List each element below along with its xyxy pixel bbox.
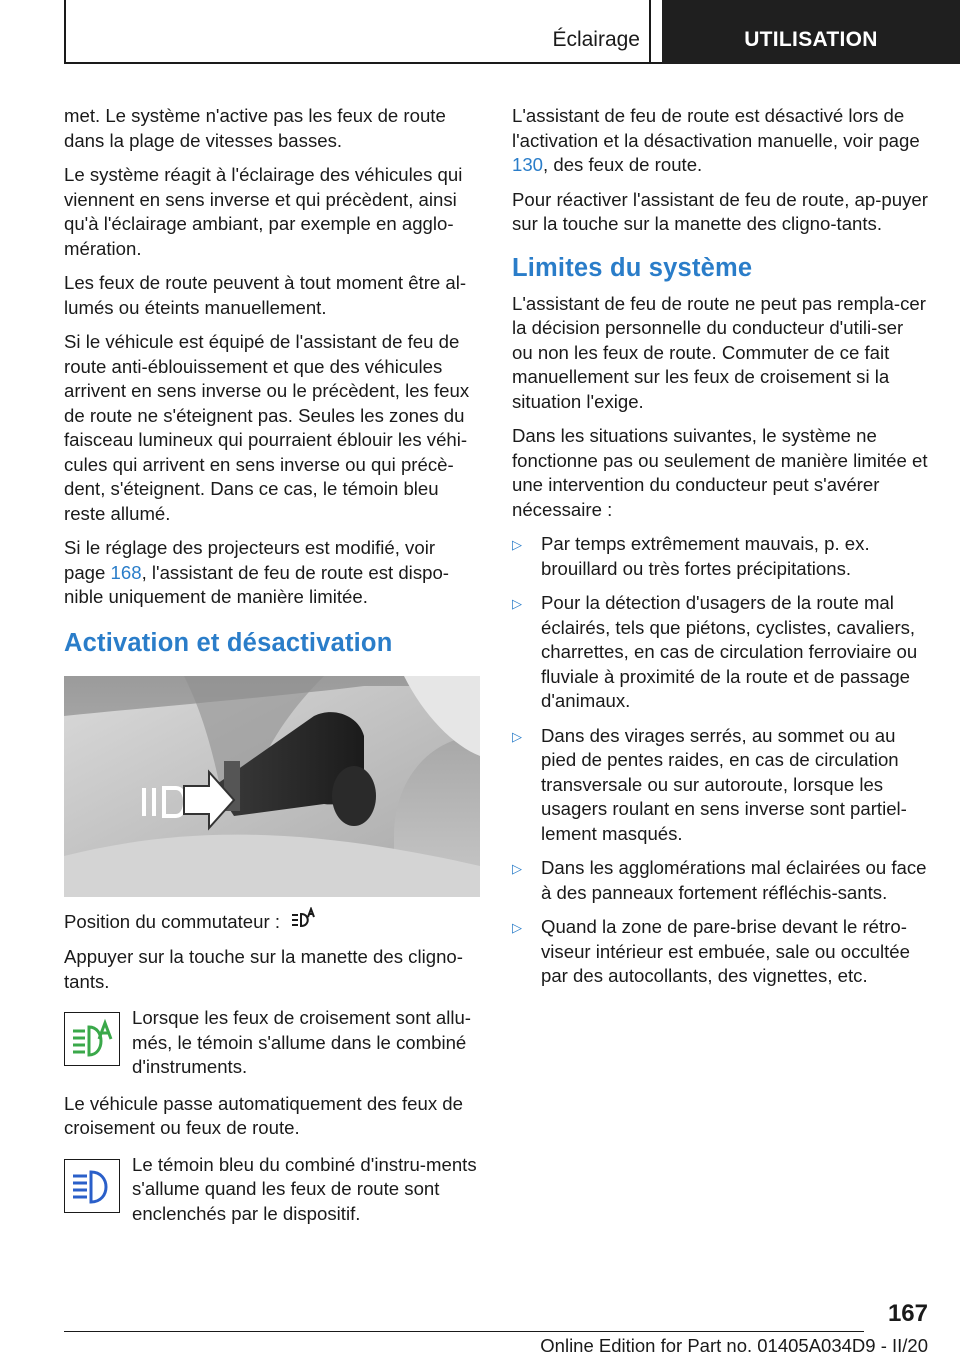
paragraph: met. Le système n'active pas les feux de route dans la plage de vitesses basses. <box>64 105 446 151</box>
bullet-triangle-icon: ▷ <box>512 920 522 935</box>
footer-edition-text: Online Edition for Part no. 01405A034D9 - II/20 <box>540 1335 928 1356</box>
figure-caption <box>64 907 480 938</box>
list-item-text: Quand la zone de pare-brise devant le rétro‐viseur intérieur est embuée, sale ou occultée par des autocollants, des vignettes, etc. <box>541 916 910 986</box>
turn-signal-lever-illustration <box>64 676 480 897</box>
note-text: Lorsque les feux de croisement sont allu‐més, le témoin s'allume dans le combiné d'instruments. <box>132 1007 471 1077</box>
high-beam-assist-icon <box>290 907 316 938</box>
list-item <box>512 724 928 847</box>
list-item-text: Pour la détection d'usagers de la route mal éclairés, tels que piétons, cyclistes, cavaliers, charrettes, en cas de circulation ferroviaire ou fluviale à proximité de la route et de passage d'animaux. <box>541 592 918 711</box>
paragraph: Le système réagit à l'éclairage des véhicules qui viennent en sens inverse et qui précèdent, ainsi qu'à l'éclairage ambiant, par exemple en agglo‐mération. <box>64 164 463 259</box>
text: L'assistant de feu de route est désactivé lors de l'activation et la désactivation manuelle, voir page <box>512 105 920 151</box>
limitations-list <box>512 532 928 989</box>
text: , l'assistant de feu de route est dispo‐nible uniquement de manière limitée. <box>64 561 449 607</box>
header-section-divider <box>649 0 651 64</box>
page-link-130[interactable]: 130 <box>512 154 544 175</box>
text: Si le réglage des projecteurs est modifié, voir page <box>64 537 436 583</box>
list-item <box>512 532 928 581</box>
caption-text: Position du commutateur : <box>64 910 280 932</box>
paragraph: Si le véhicule est équipé de l'assistant de feu de route anti‐éblouissement et que des véhicules arrivent en sens inverse ou le précèdent, les feux de route ne s'éteignent pas. Seules les zones du faisceau lumineux qui pourraient éblouir les véhi‐cules qui arrivent en sens inverse ou qui précè‐dent, s'éteignent. Dans ce cas, le témoin bleu reste allumé. <box>64 331 470 524</box>
paragraph: Dans les situations suivantes, le système ne fonctionne pas ou seulement de manière limitée et une intervention du conducteur peut s'avérer nécessaire : <box>512 425 928 520</box>
bullet-triangle-icon: ▷ <box>512 861 522 876</box>
paragraph: Pour réactiver l'assistant de feu de route, ap‐puyer sur la touche sur la manette des cligno‐tants. <box>512 188 928 234</box>
paragraph: Le véhicule passe automatiquement des feux de croisement ou feux de route. <box>64 1092 463 1138</box>
right-column <box>512 104 928 999</box>
bullet-triangle-icon: ▷ <box>512 537 522 552</box>
section-heading-activation: Activation et désactivation <box>64 628 393 657</box>
header-bottom-rule <box>64 62 662 64</box>
page-link-168[interactable]: 168 <box>110 561 142 583</box>
paragraph: L'assistant de feu de route ne peut pas rempla‐cer la décision personnelle du conducteur d'utili‐ser ou non les feux de route. Commuter de ce fait manuellement sur les feux de croisement si la situation l'exige. <box>512 292 926 412</box>
page-number: 167 <box>887 1300 928 1327</box>
list-item <box>512 915 928 989</box>
bullet-triangle-icon: ▷ <box>512 596 522 611</box>
footer-rule <box>64 1331 864 1332</box>
list-item-text: Dans les agglomérations mal éclairées ou face à des panneaux fortement réfléchis‐sants. <box>541 857 927 903</box>
paragraph <box>64 536 480 610</box>
list-item-text: Par temps extrêmement mauvais, p. ex. brouillard ou très fortes précipitations. <box>541 533 870 579</box>
header-section-title: Éclairage <box>552 28 640 51</box>
high-beam-assist-indicator-icon <box>64 1012 120 1066</box>
header-chapter-tab <box>662 0 960 64</box>
left-column <box>64 104 480 1238</box>
paragraph: Appuyer sur la touche sur la manette des cligno‐tants. <box>64 946 463 992</box>
section-heading-limits: Limites du système <box>512 253 753 282</box>
paragraph <box>512 104 928 178</box>
bullet-triangle-icon: ▷ <box>512 728 522 744</box>
indicator-note-2 <box>64 1153 480 1227</box>
list-item <box>512 856 928 905</box>
chapter-label: UTILISATION <box>744 28 878 51</box>
list-item-text: Dans des virages serrés, au sommet ou au pied de pentes raides, en cas de circulation transversale ou sur autoroute, lorsque les usagers roulant en sens inverse sont partiel‐lement masqués. <box>541 724 907 844</box>
text: , des feux de route. <box>543 154 703 175</box>
high-beam-indicator-icon <box>64 1159 120 1213</box>
note-text: Le témoin bleu du combiné d'instru‐ments s'allume quand les feux de route sont enclenchés par le dispositif. <box>132 1153 477 1224</box>
paragraph: Les feux de route peuvent à tout moment être al‐lumés ou éteints manuellement. <box>64 272 467 318</box>
indicator-note-1 <box>64 1006 480 1080</box>
header-left-rule <box>64 0 66 64</box>
list-item <box>512 591 928 714</box>
